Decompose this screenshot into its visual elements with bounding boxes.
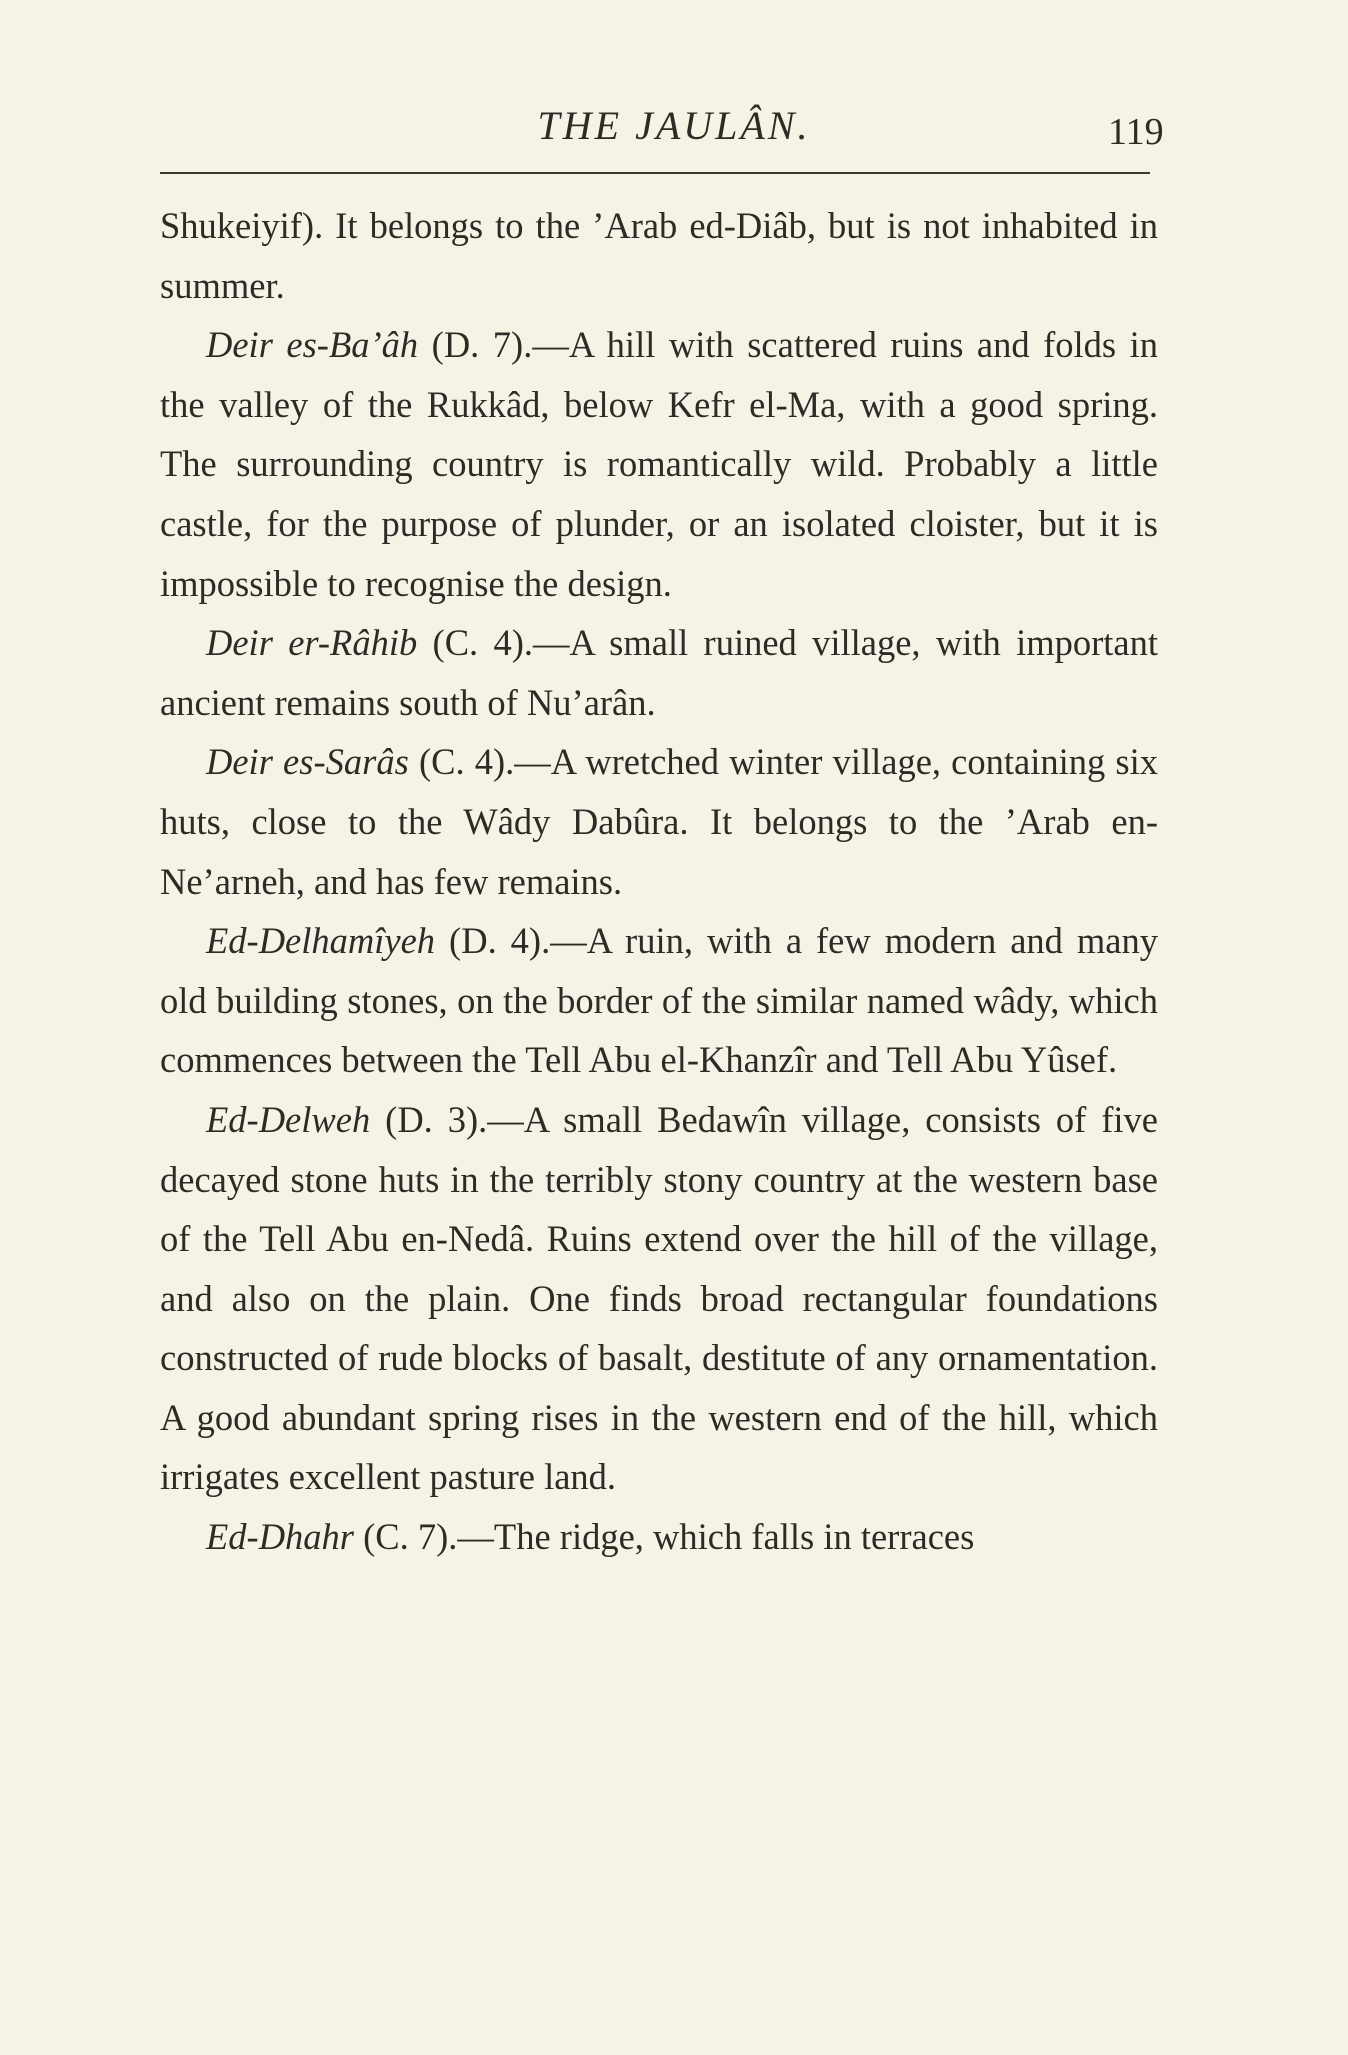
paragraph-text: Shukeiyif). It belongs to the ’Arab ed-Diâb, but is not inhabited in summer. bbox=[160, 205, 1158, 306]
entry-name: Ed-Delweh bbox=[206, 1098, 371, 1140]
entry-deir-es-saras bbox=[160, 732, 1158, 911]
entry-deir-er-rahib bbox=[160, 613, 1158, 732]
running-title: THE JAULÂN. bbox=[537, 103, 811, 148]
entry-text: (C. 4).—A wretched winter village, containing six huts, close to the Wâdy Dabûra. It belongs to the ’Arab en-Ne’arneh, and has few remains. bbox=[160, 741, 1158, 902]
entry-name: Deir es-Ba’âh bbox=[206, 324, 419, 366]
entry-name: Deir er-Râhib bbox=[206, 622, 418, 664]
entry-name: Deir es-Sarâs bbox=[206, 741, 409, 783]
entry-text: (D. 7).—A hill with scattered ruins and folds in the valley of the Rukkâd, below Kefr el-Ma, with a good spring. The surrounding country is romantically wild. Probably a little castle, for the purpose of plunder, or an isolated cloister, but it is impossible to recognise the design. bbox=[160, 324, 1158, 604]
entry-text: (C. 7).—The ridge, which falls in terraces bbox=[354, 1516, 975, 1558]
entry-ed-dhahr bbox=[160, 1507, 1158, 1567]
entry-text: (D. 3).—A small Bedawîn village, consists of five decayed stone huts in the terribly stony country at the western base of the Tell Abu en-Nedâ. Ruins extend over the hill of the village, and also on the plain. One finds broad rectangular foundations constructed of rude blocks of basalt, destitute of any ornamentation. A good abundant spring rises in the western end of the hill, which irrigates excellent pasture land. bbox=[160, 1098, 1158, 1498]
header-rule bbox=[160, 172, 1150, 174]
paragraph-continued bbox=[160, 196, 1158, 315]
entry-name: Ed-Delhamîyeh bbox=[206, 920, 436, 962]
entry-text: (C. 4).—A small ruined village, with important ancient remains south of Nu’arân. bbox=[160, 622, 1158, 723]
entry-ed-delhamiyeh bbox=[160, 911, 1158, 1090]
body-text bbox=[160, 196, 1158, 1567]
entry-deir-es-baah bbox=[160, 315, 1158, 613]
page-number: 119 bbox=[1108, 111, 1164, 153]
entry-name: Ed-Dhahr bbox=[206, 1516, 355, 1558]
entry-text: (D. 4).—A ruin, with a few modern and many old building stones, on the border of the similar named wâdy, which commences between the Tell Abu el-Khanzîr and Tell Abu Yûsef. bbox=[160, 920, 1158, 1081]
entry-ed-delweh bbox=[160, 1090, 1158, 1507]
